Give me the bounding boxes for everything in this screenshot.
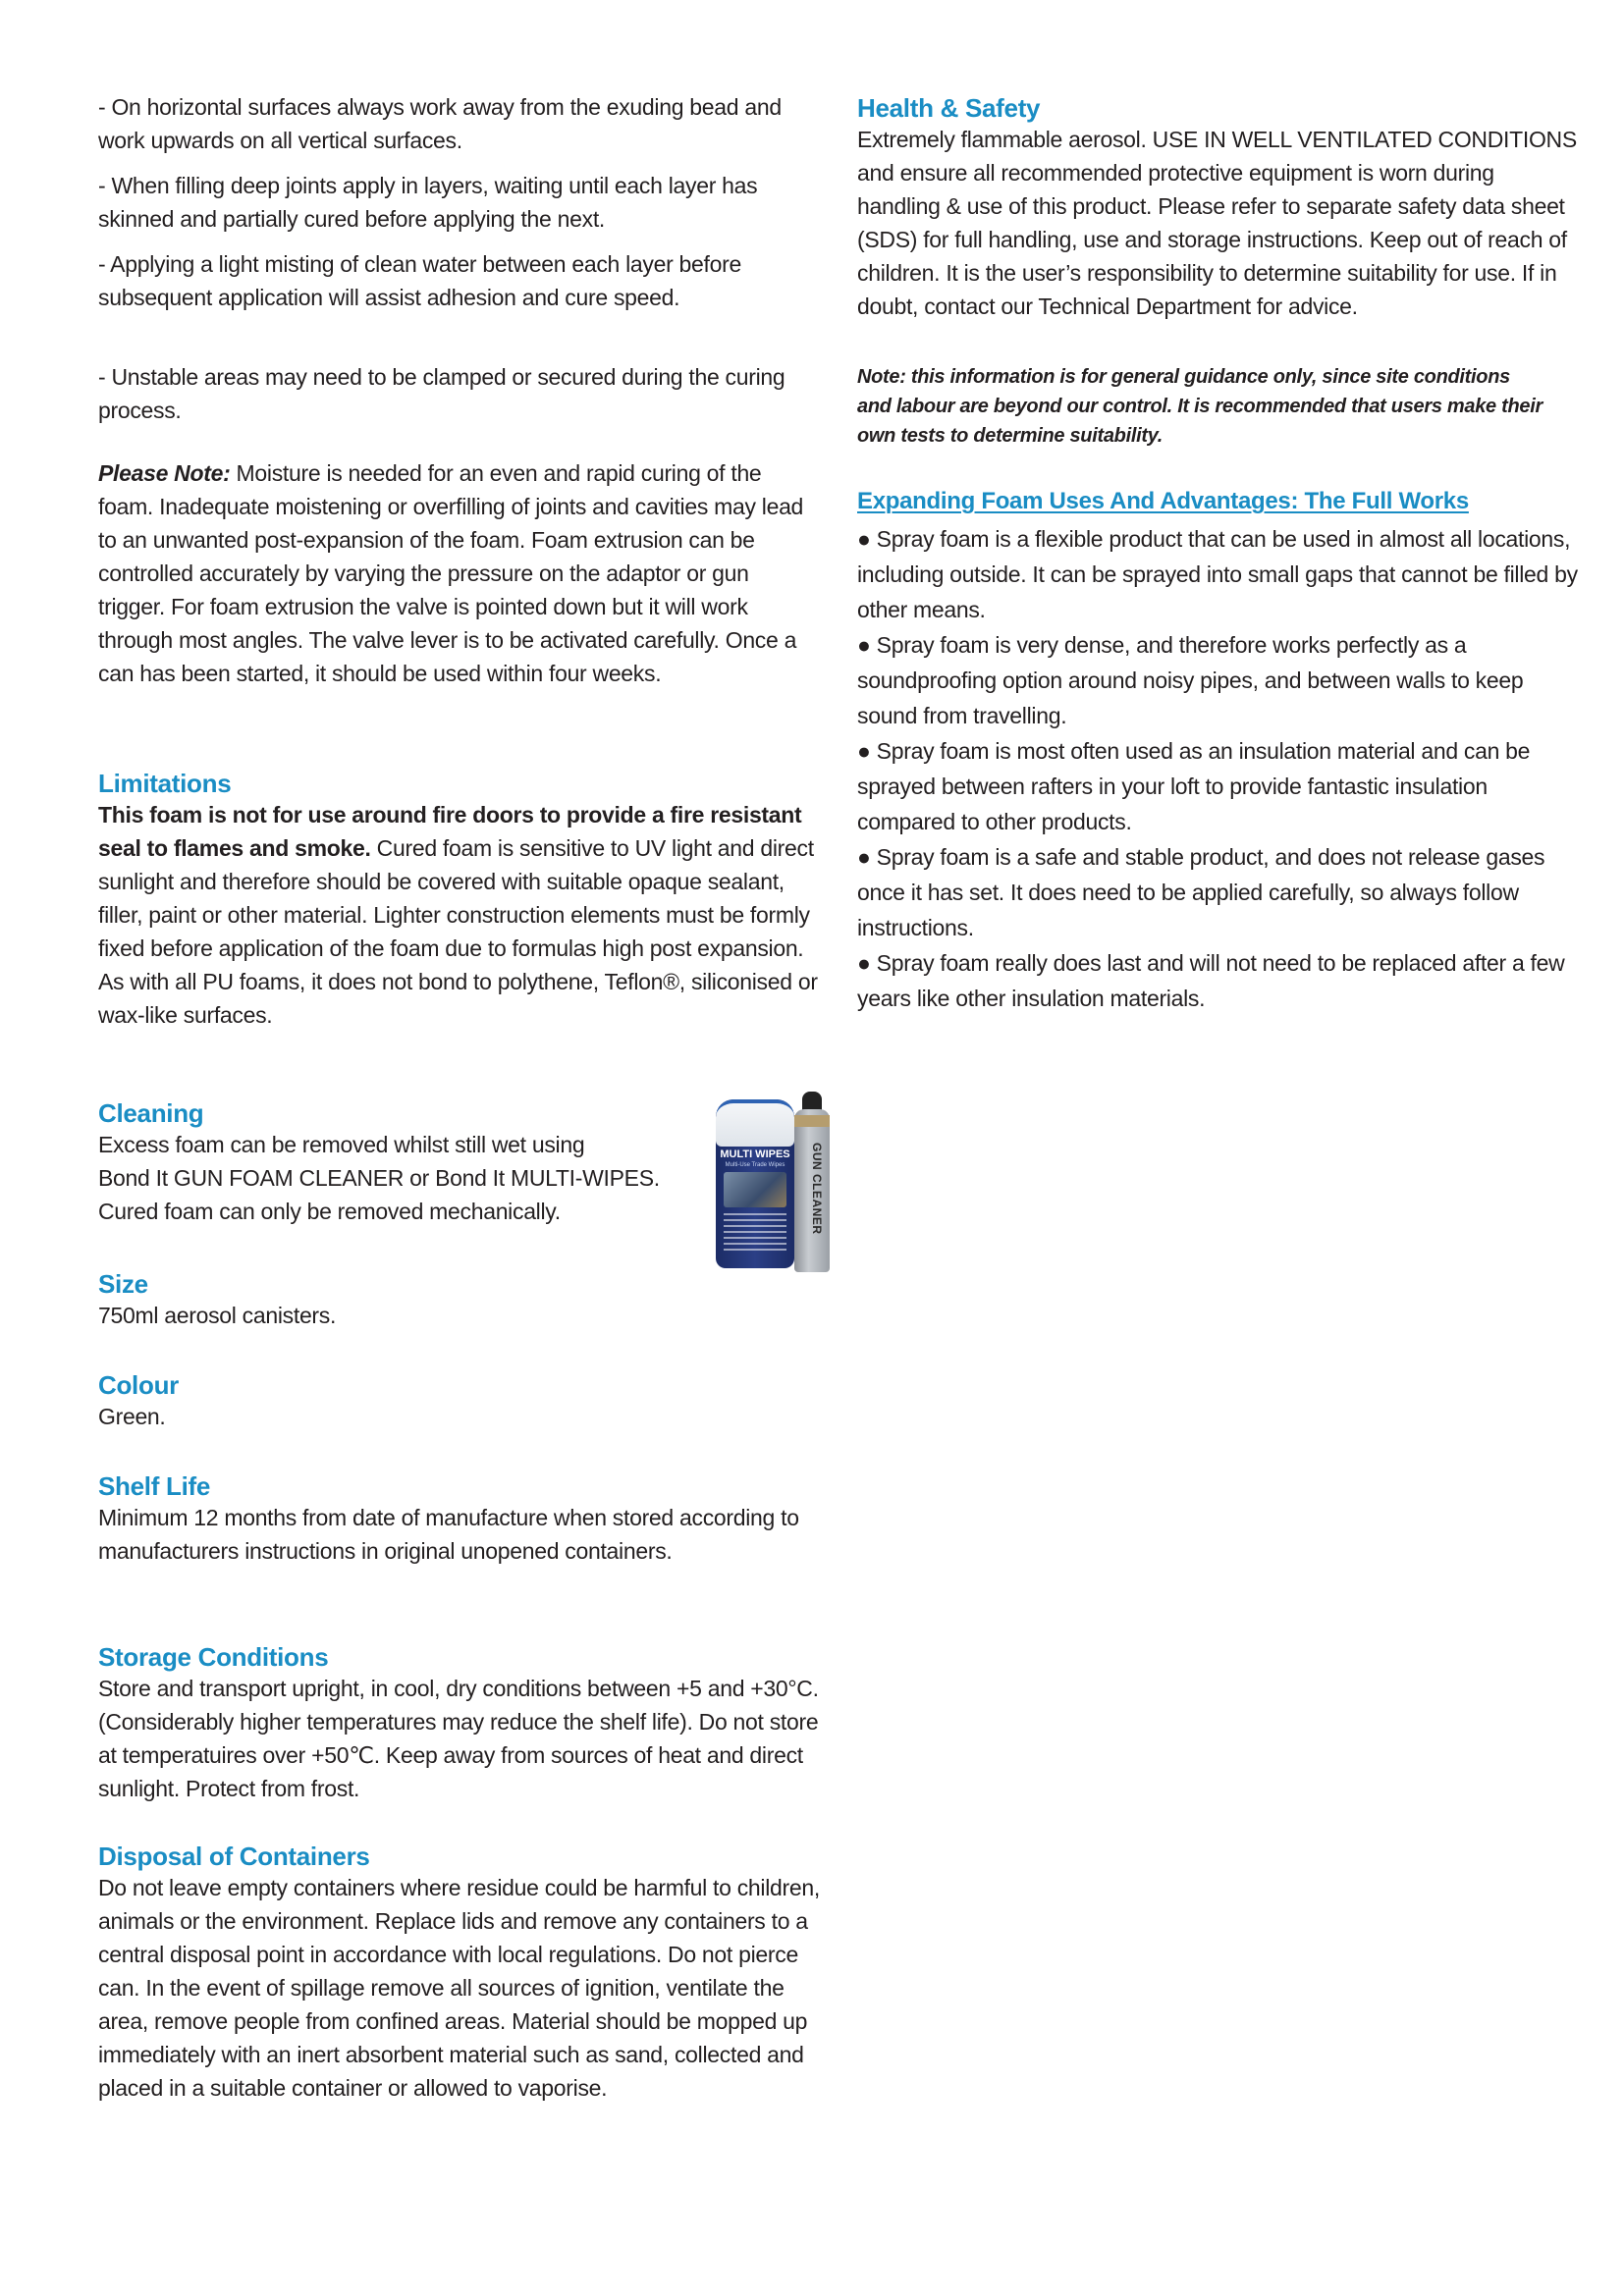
size-text: 750ml aerosol canisters. [98,1303,337,1328]
uses-bullet-2: ● Spray foam is very dense, and therefore works perfectly as a soundproofing option around noisy pipes, and between walls to keep sound from travelling. [857,632,1524,728]
disposal-heading: Disposal of Containers [98,1842,370,1871]
limitations-heading: Limitations [98,769,232,798]
limitations-paragraph [98,798,820,1032]
cleaning-line-3: Cured foam can only be removed mechanically. [98,1199,561,1224]
tub-label: MULTI WIPES [720,1148,790,1160]
uses-bullet-5: ● Spray foam really does last and will not need to be replaced after a few years like other insulation materials. [857,950,1565,1011]
can-band [794,1115,830,1127]
size-heading: Size [98,1269,148,1299]
cleaning-products-image [712,1092,849,1278]
please-note-text: Moisture is needed for an even and rapid curing of the foam. Inadequate moistening or overfilling of joints and cavities may lead to an unwanted post-expansion of the foam. Foam extrusion can be controlled accurately by varying the pressure on the adaptor or gun trigger. For foam extrusion the valve is pointed down but it will work through most angles. The valve lever is to be activated carefully. Once a can has been started, it should be used within four weeks. [98,460,804,686]
health-safety-text: Extremely flammable aerosol. USE IN WELL VENTILATED CONDITIONS and ensure all recommended protective equipment is worn during handling & use of this product. Please refer to separate safety data sheet (SDS) for full handling, use and storage instructions. Keep out of reach of children. It is the user’s responsibility to determine suitability for use. If in doubt, contact our Technical Department for advice. [857,127,1577,319]
application-tip-2: - When filling deep joints apply in layers, waiting until each layer has skinned and partially cured before applying the next. [98,173,758,232]
can-nozzle [802,1092,822,1111]
limitations-text: Cured foam is sensitive to UV light and direct sunlight and therefore should be covered with suitable opaque sealant, filler, paint or other material. Lighter construction elements must be formly fixed before application of the foam due to formulas high post expansion. As with all PU foams, it does not bond to polythene, Teflon®, siliconised or wax-like surfaces. [98,835,818,1028]
tub-photo [724,1172,786,1207]
colour-text: Green. [98,1404,166,1429]
please-note-label: Please Note: [98,460,231,486]
cleaning-heading: Cleaning [98,1098,204,1128]
storage-heading: Storage Conditions [98,1642,329,1672]
tub-sublabel: Multi-Use Trade Wipes [725,1162,785,1168]
disposal-text: Do not leave empty containers where residue could be harmful to children, animals or the environment. Replace lids and remove any containers to a central disposal point in accordance with local regulations. Do not pierce can. In the event of spillage remove all sources of ignition, ventilate the area, remove people from confined areas. Material should be mopped up immediately with an inert absorbent material such as sand, collected and placed in a suitable container or allowed to vaporise. [98,1875,820,2101]
please-note-paragraph [98,456,820,690]
colour-heading: Colour [98,1370,179,1400]
guidance-note: Note: this information is for general guidance only, since site conditions and labour are beyond our control. It is recommended that users make their own tests to determine suitability. [857,366,1543,447]
application-tip-4: - Unstable areas may need to be clamped or secured during the curing process. [98,364,785,423]
tub-fine-print [724,1213,786,1253]
shelf-life-text: Minimum 12 months from date of manufacture when stored according to manufacturers instructions in original unopened containers. [98,1505,799,1564]
application-tip-1: - On horizontal surfaces always work away from the exuding bead and work upwards on all vertical surfaces. [98,94,782,153]
multi-wipes-tub [716,1099,794,1268]
tub-lid [716,1099,794,1147]
gun-cleaner-can [794,1092,830,1274]
limitations-warning: This foam is not for use around fire doors to provide a fire resistant seal to flames and smoke. [98,802,802,861]
cleaning-line-2: Bond It GUN FOAM CLEANER or Bond It MULTI-WIPES. [98,1165,660,1191]
cleaning-line-1: Excess foam can be removed whilst still wet using [98,1132,585,1157]
application-tip-3: - Applying a light misting of clean water between each layer before subsequent application will assist adhesion and cure speed. [98,251,741,310]
uses-bullet-3: ● Spray foam is most often used as an insulation material and can be sprayed between rafters in your loft to provide fantastic insulation compared to other products. [857,738,1531,834]
expanding-foam-uses-link[interactable]: Expanding Foam Uses And Advantages: The Full Works [857,488,1469,514]
uses-bullet-1: ● Spray foam is a flexible product that can be used in almost all locations, including outside. It can be sprayed into small gaps that cannot be filled by other means. [857,526,1578,622]
cleaning-paragraph [98,1128,727,1228]
shelf-life-heading: Shelf Life [98,1471,211,1501]
storage-text: Store and transport upright, in cool, dry conditions between +5 and +30°C. (Considerably higher temperatures may reduce the shelf life). Do not store at temperatuires over +50℃. Keep away from sources of heat and direct sunlight. Protect from frost. [98,1676,819,1801]
health-safety-heading: Health & Safety [857,93,1041,123]
uses-bullet-4: ● Spray foam is a safe and stable product, and does not release gases once it has set. It does need to be applied carefully, so always follow instructions. [857,844,1545,940]
can-label: GUN CLEANER [810,1143,824,1235]
